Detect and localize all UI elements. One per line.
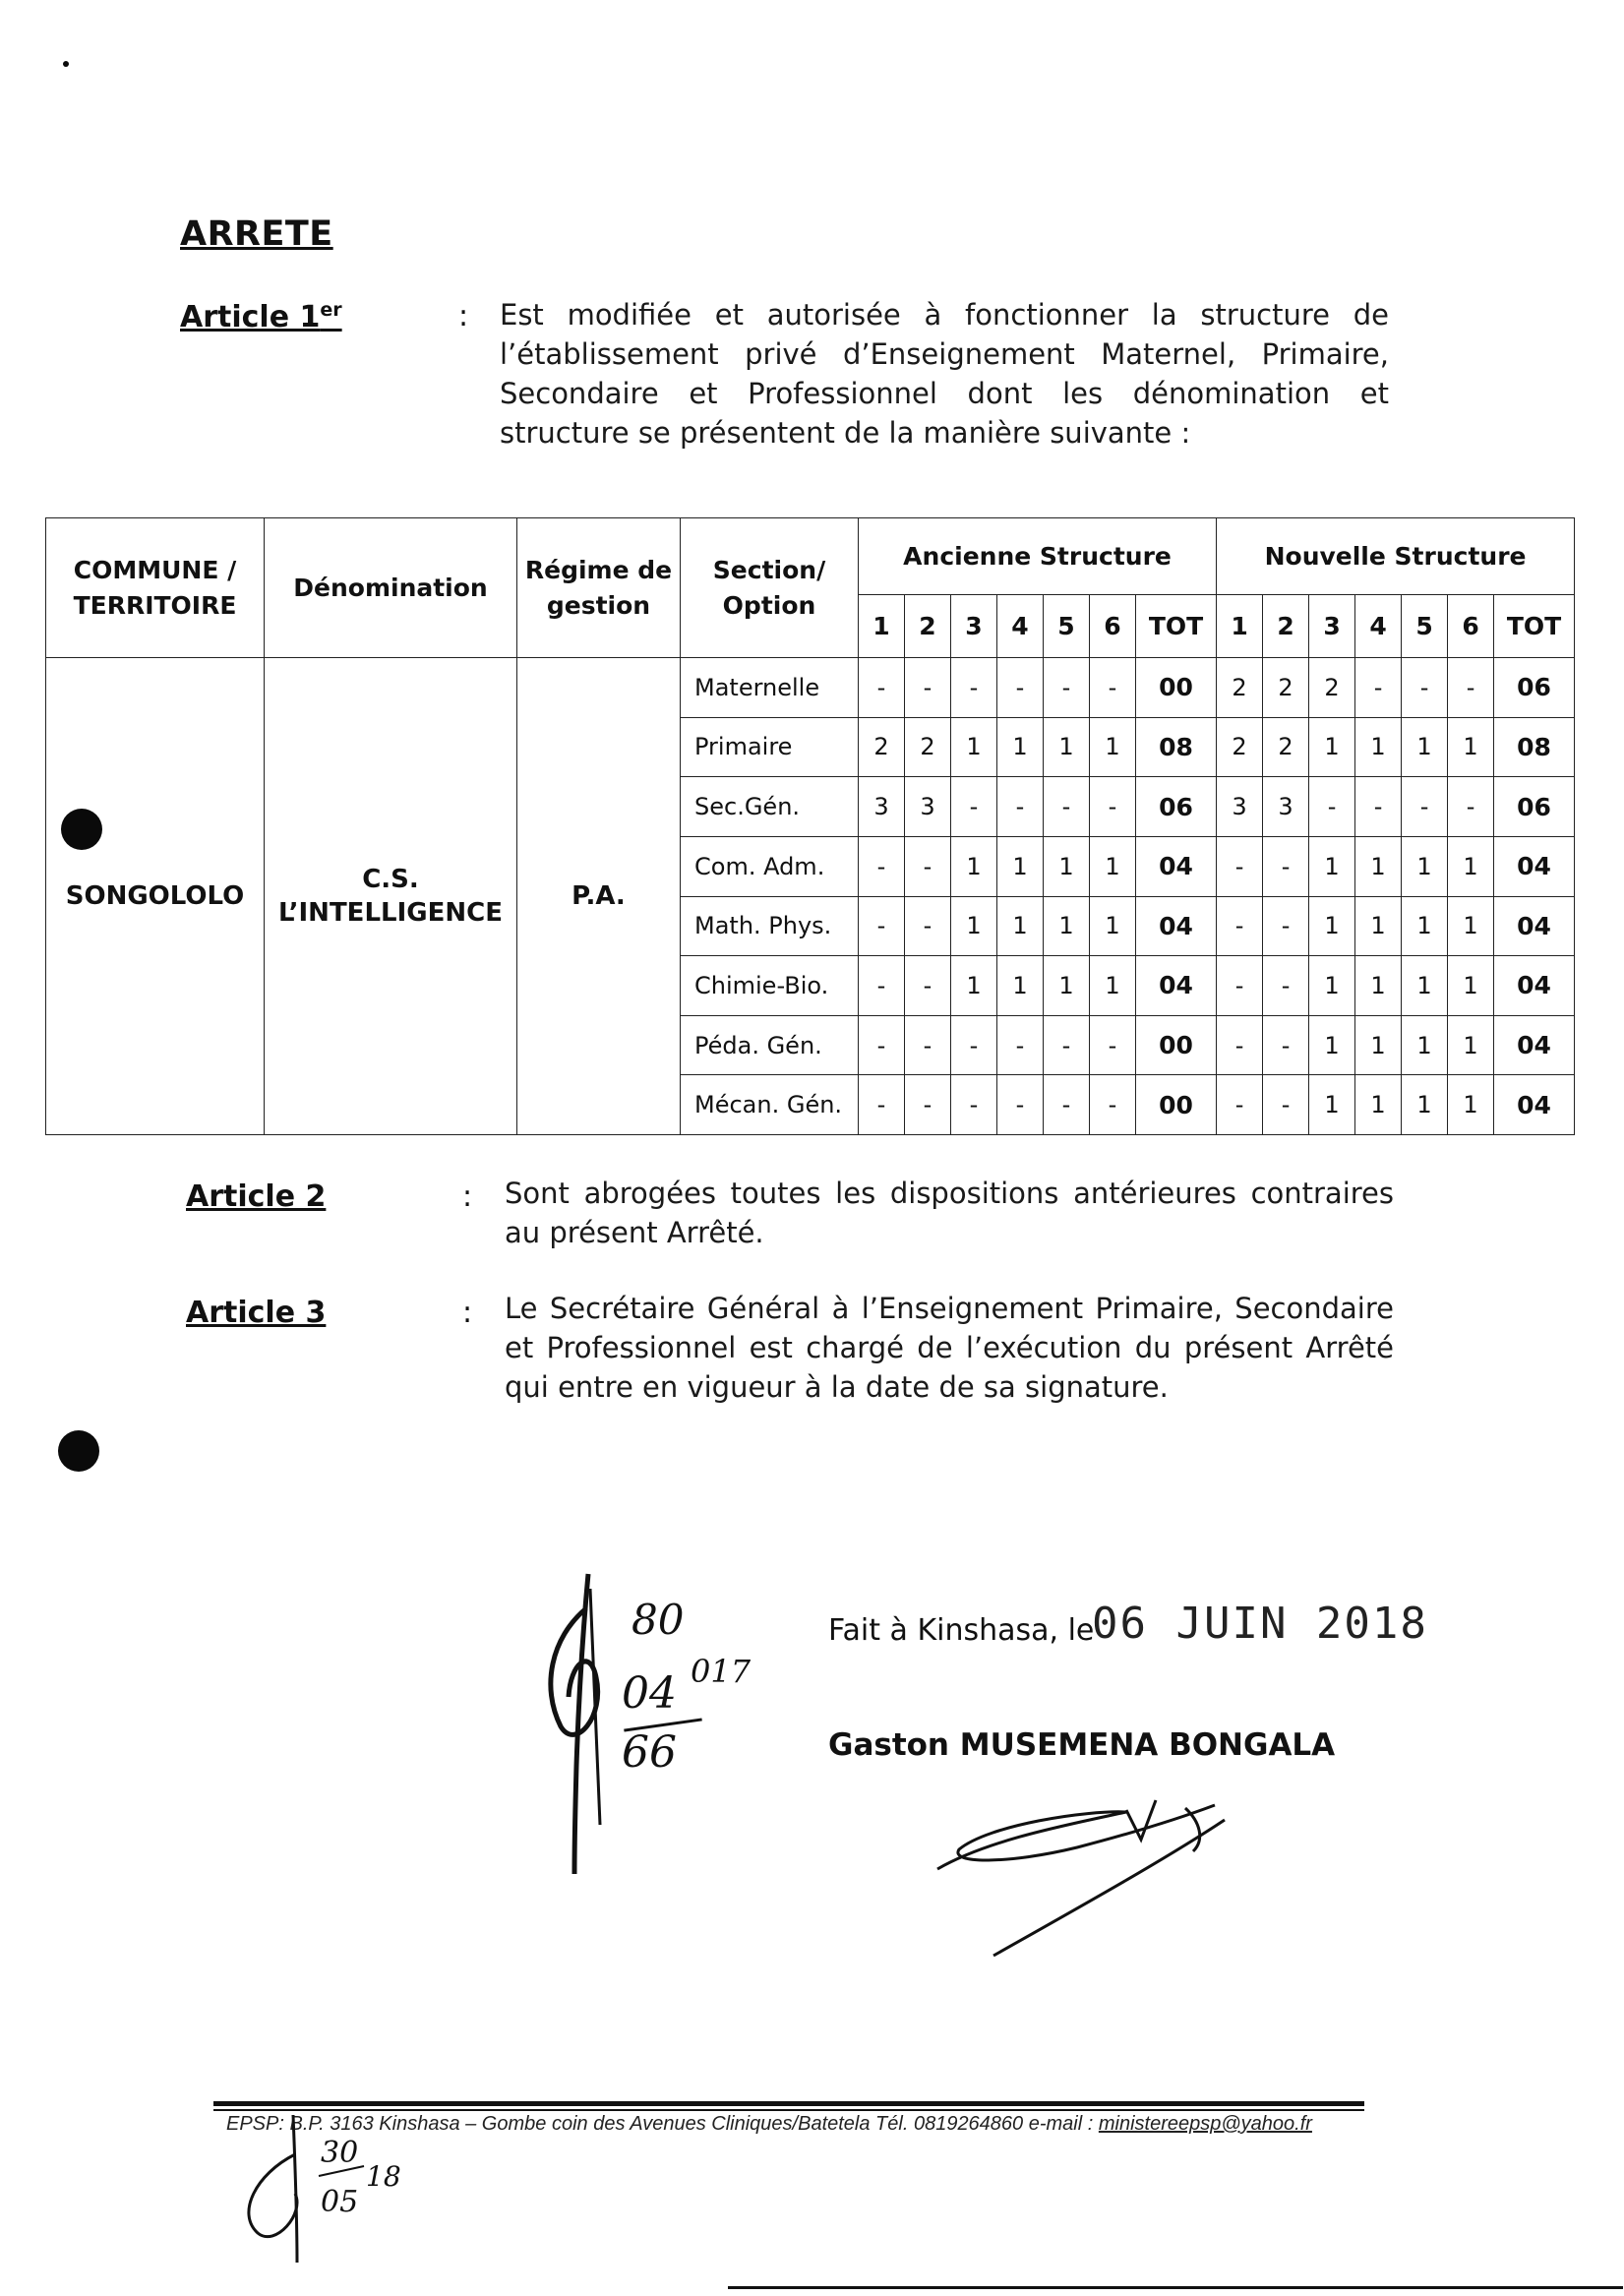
header-year: 1 xyxy=(859,595,905,658)
nouvelle-year-cell: - xyxy=(1402,658,1448,718)
note-line-2: 04 xyxy=(622,1668,677,1719)
ancienne-year-cell: - xyxy=(997,1015,1044,1075)
ancienne-year-cell: 1 xyxy=(951,896,997,956)
ancienne-year-cell: - xyxy=(997,777,1044,837)
nouvelle-total-cell: 04 xyxy=(1494,956,1575,1016)
article-1-label-sup: er xyxy=(320,299,342,321)
ancienne-year-cell: - xyxy=(997,1075,1044,1135)
ancienne-year-cell: - xyxy=(905,896,951,956)
ancienne-year-cell: 3 xyxy=(859,777,905,837)
ancienne-year-cell: - xyxy=(859,1015,905,1075)
nouvelle-year-cell: 3 xyxy=(1263,777,1309,837)
article-1-label xyxy=(180,299,342,334)
handwritten-note xyxy=(622,1596,789,1822)
ancienne-total-cell: 04 xyxy=(1136,896,1217,956)
nouvelle-year-cell: - xyxy=(1263,1015,1309,1075)
ancienne-year-cell: - xyxy=(1044,658,1090,718)
note-line-4: 66 xyxy=(622,1727,677,1778)
ancienne-year-cell: 3 xyxy=(905,777,951,837)
ancienne-year-cell: 2 xyxy=(905,717,951,777)
option-cell: Maternelle xyxy=(681,658,859,718)
header-section: Section/ Option xyxy=(681,518,859,658)
header-year: 4 xyxy=(1355,595,1402,658)
ancienne-total-cell: 06 xyxy=(1136,777,1217,837)
nouvelle-year-cell: 1 xyxy=(1309,1075,1355,1135)
signature xyxy=(930,1771,1254,1958)
footer-rule-thin xyxy=(213,2109,1364,2111)
svg-text:30: 30 xyxy=(321,2136,359,2170)
nouvelle-year-cell: - xyxy=(1217,1015,1263,1075)
ancienne-year-cell: - xyxy=(951,1075,997,1135)
header-year: 6 xyxy=(1448,595,1494,658)
ancienne-year-cell: - xyxy=(905,1075,951,1135)
ancienne-year-cell: 1 xyxy=(1090,717,1136,777)
nouvelle-total-cell: 06 xyxy=(1494,777,1575,837)
article-3-text: Le Secrétaire Général à l’Enseignement Primaire, Secondaire et Professionnel est chargé de l’exécution du présent Arrêté qui entre en vigueur à la date de sa signature. xyxy=(505,1292,1394,1404)
ancienne-year-cell: 1 xyxy=(997,896,1044,956)
ancienne-year-cell: - xyxy=(1090,1015,1136,1075)
header-year: 6 xyxy=(1090,595,1136,658)
ancienne-year-cell: - xyxy=(951,1015,997,1075)
ancienne-year-cell: 1 xyxy=(1044,836,1090,896)
commune-cell: SONGOLOLO xyxy=(46,658,265,1135)
nouvelle-year-cell: - xyxy=(1217,896,1263,956)
nouvelle-year-cell: 1 xyxy=(1448,956,1494,1016)
header-commune: COMMUNE / TERRITOIRE xyxy=(46,518,265,658)
ancienne-year-cell: 1 xyxy=(951,836,997,896)
article-3-label: Article 3 xyxy=(186,1296,327,1330)
ancienne-year-cell: - xyxy=(905,1015,951,1075)
ancienne-year-cell: 1 xyxy=(997,717,1044,777)
nouvelle-total-cell: 04 xyxy=(1494,1015,1575,1075)
ancienne-year-cell: - xyxy=(951,777,997,837)
option-cell: Sec.Gén. xyxy=(681,777,859,837)
ancienne-year-cell: - xyxy=(1090,777,1136,837)
nouvelle-year-cell: 1 xyxy=(1355,956,1402,1016)
footer-email-link[interactable]: ministereepsp@yahoo.fr xyxy=(1098,2113,1312,2135)
regime-cell: P.A. xyxy=(517,658,681,1135)
ancienne-year-cell: - xyxy=(905,658,951,718)
nouvelle-total-cell: 04 xyxy=(1494,836,1575,896)
article-2-label: Article 2 xyxy=(186,1179,327,1214)
article-1-colon: : xyxy=(458,299,469,333)
nouvelle-year-cell: 1 xyxy=(1355,836,1402,896)
option-cell: Com. Adm. xyxy=(681,836,859,896)
option-cell: Math. Phys. xyxy=(681,896,859,956)
nouvelle-year-cell: 1 xyxy=(1448,1075,1494,1135)
nouvelle-year-cell: - xyxy=(1263,896,1309,956)
ancienne-year-cell: 2 xyxy=(859,717,905,777)
scan-edge-mark xyxy=(728,2286,1623,2289)
denomination-cell: C.S. L’INTELLIGENCE xyxy=(265,658,517,1135)
ancienne-total-cell: 00 xyxy=(1136,658,1217,718)
nouvelle-year-cell: 2 xyxy=(1263,717,1309,777)
nouvelle-year-cell: 1 xyxy=(1448,1015,1494,1075)
article-1-text: Est modifiée et autorisée à fonctionner la structure de l’établissement privé d’Enseignement Maternel, Primaire, Secondaire et Professionnel dont les dénomination et structure se présentent de la manière suivante : xyxy=(500,298,1389,450)
nouvelle-total-cell: 08 xyxy=(1494,717,1575,777)
ancienne-year-cell: - xyxy=(1044,777,1090,837)
nouvelle-year-cell: 1 xyxy=(1402,836,1448,896)
nouvelle-year-cell: 3 xyxy=(1217,777,1263,837)
nouvelle-total-cell: 04 xyxy=(1494,896,1575,956)
note-line-3: 017 xyxy=(691,1653,752,1690)
nouvelle-year-cell: 1 xyxy=(1402,896,1448,956)
nouvelle-year-cell: - xyxy=(1217,836,1263,896)
nouvelle-year-cell: 1 xyxy=(1402,1075,1448,1135)
nouvelle-total-cell: 04 xyxy=(1494,1075,1575,1135)
article-2-text: Sont abrogées toutes les dispositions antérieures contraires au présent Arrêté. xyxy=(505,1177,1394,1249)
ancienne-year-cell: - xyxy=(905,836,951,896)
ancienne-total-cell: 08 xyxy=(1136,717,1217,777)
ancienne-year-cell: - xyxy=(1090,658,1136,718)
ancienne-year-cell: 1 xyxy=(1090,956,1136,1016)
header-year: 2 xyxy=(1263,595,1309,658)
nouvelle-year-cell: 1 xyxy=(1448,836,1494,896)
ancienne-year-cell: - xyxy=(1044,1015,1090,1075)
nouvelle-year-cell: 1 xyxy=(1355,1075,1402,1135)
ancienne-total-cell: 04 xyxy=(1136,836,1217,896)
nouvelle-year-cell: 2 xyxy=(1217,717,1263,777)
article-1-label-text: Article 1 xyxy=(180,300,321,334)
ancienne-total-cell: 00 xyxy=(1136,1015,1217,1075)
ancienne-year-cell: - xyxy=(859,836,905,896)
header-year: 3 xyxy=(951,595,997,658)
footer-handwritten-initial xyxy=(236,2115,413,2272)
structure-table xyxy=(45,517,1575,1135)
nouvelle-year-cell: 2 xyxy=(1309,658,1355,718)
nouvelle-total-cell: 06 xyxy=(1494,658,1575,718)
nouvelle-year-cell: - xyxy=(1263,956,1309,1016)
nouvelle-year-cell: - xyxy=(1263,836,1309,896)
header-nouvelle-structure: Nouvelle Structure xyxy=(1217,518,1575,595)
ancienne-year-cell: 1 xyxy=(1044,717,1090,777)
nouvelle-year-cell: 1 xyxy=(1309,956,1355,1016)
ancienne-year-cell: 1 xyxy=(1090,836,1136,896)
ancienne-year-cell: - xyxy=(859,1075,905,1135)
note-line-1: 80 xyxy=(632,1596,685,1644)
option-cell: Primaire xyxy=(681,717,859,777)
nouvelle-year-cell: - xyxy=(1448,777,1494,837)
option-cell: Péda. Gén. xyxy=(681,1015,859,1075)
header-total: TOT xyxy=(1494,595,1575,658)
header-regime: Régime de gestion xyxy=(517,518,681,658)
nouvelle-year-cell: 1 xyxy=(1309,1015,1355,1075)
date-stamp: 06 JUIN 2018 xyxy=(1092,1599,1428,1649)
ancienne-year-cell: 1 xyxy=(997,956,1044,1016)
footer-address-text: EPSP: B.P. 3163 Kinshasa – Gombe coin des Avenues Cliniques/Batetela Tél. 0819264860 e-mail : xyxy=(226,2113,1099,2135)
ancienne-year-cell: 1 xyxy=(1090,896,1136,956)
nouvelle-year-cell: 1 xyxy=(1402,717,1448,777)
header-year: 5 xyxy=(1402,595,1448,658)
ancienne-total-cell: 00 xyxy=(1136,1075,1217,1135)
ancienne-year-cell: - xyxy=(1090,1075,1136,1135)
nouvelle-year-cell: 2 xyxy=(1263,658,1309,718)
ancienne-year-cell: 1 xyxy=(1044,896,1090,956)
header-year: 1 xyxy=(1217,595,1263,658)
svg-text:05: 05 xyxy=(321,2185,359,2219)
nouvelle-year-cell: 1 xyxy=(1448,717,1494,777)
nouvelle-year-cell: - xyxy=(1263,1075,1309,1135)
header-denomination: Dénomination xyxy=(265,518,517,658)
nouvelle-year-cell: 2 xyxy=(1217,658,1263,718)
ancienne-year-cell: 1 xyxy=(997,836,1044,896)
ancienne-year-cell: - xyxy=(859,658,905,718)
ancienne-year-cell: - xyxy=(859,896,905,956)
ancienne-year-cell: 1 xyxy=(951,956,997,1016)
article-2-colon: : xyxy=(462,1179,473,1214)
nouvelle-year-cell: - xyxy=(1402,777,1448,837)
option-cell: Chimie-Bio. xyxy=(681,956,859,1016)
punch-hole-mark xyxy=(61,809,102,850)
header-year: 4 xyxy=(997,595,1044,658)
header-year: 2 xyxy=(905,595,951,658)
ancienne-year-cell: - xyxy=(997,658,1044,718)
nouvelle-year-cell: 1 xyxy=(1309,896,1355,956)
page-title: ARRETE xyxy=(180,214,333,254)
nouvelle-year-cell: 1 xyxy=(1402,956,1448,1016)
punch-hole-mark xyxy=(58,1430,99,1472)
ancienne-year-cell: - xyxy=(1044,1075,1090,1135)
ancienne-total-cell: 04 xyxy=(1136,956,1217,1016)
nouvelle-year-cell: - xyxy=(1309,777,1355,837)
nouvelle-year-cell: 1 xyxy=(1309,836,1355,896)
header-year: 3 xyxy=(1309,595,1355,658)
signer-name: Gaston MUSEMENA BONGALA xyxy=(828,1727,1336,1763)
article-3-colon: : xyxy=(462,1296,473,1330)
nouvelle-year-cell: 1 xyxy=(1355,896,1402,956)
nouvelle-year-cell: 1 xyxy=(1402,1015,1448,1075)
nouvelle-year-cell: - xyxy=(1355,658,1402,718)
nouvelle-year-cell: 1 xyxy=(1448,896,1494,956)
nouvelle-year-cell: - xyxy=(1448,658,1494,718)
ancienne-year-cell: - xyxy=(951,658,997,718)
nouvelle-year-cell: 1 xyxy=(1309,717,1355,777)
place-and-date-label: Fait à Kinshasa, le xyxy=(828,1613,1095,1648)
ancienne-year-cell: 1 xyxy=(1044,956,1090,1016)
ancienne-year-cell: - xyxy=(905,956,951,1016)
svg-text:18: 18 xyxy=(366,2160,401,2193)
nouvelle-year-cell: 1 xyxy=(1355,1015,1402,1075)
ancienne-year-cell: - xyxy=(859,956,905,1016)
header-total: TOT xyxy=(1136,595,1217,658)
option-cell: Mécan. Gén. xyxy=(681,1075,859,1135)
ink-speck xyxy=(63,61,69,67)
header-year: 5 xyxy=(1044,595,1090,658)
header-ancienne-structure: Ancienne Structure xyxy=(859,518,1217,595)
table-row xyxy=(46,658,1575,718)
nouvelle-year-cell: - xyxy=(1217,956,1263,1016)
ancienne-year-cell: 1 xyxy=(951,717,997,777)
footer-rule xyxy=(213,2101,1364,2106)
nouvelle-year-cell: 1 xyxy=(1355,717,1402,777)
nouvelle-year-cell: - xyxy=(1217,1075,1263,1135)
nouvelle-year-cell: - xyxy=(1355,777,1402,837)
